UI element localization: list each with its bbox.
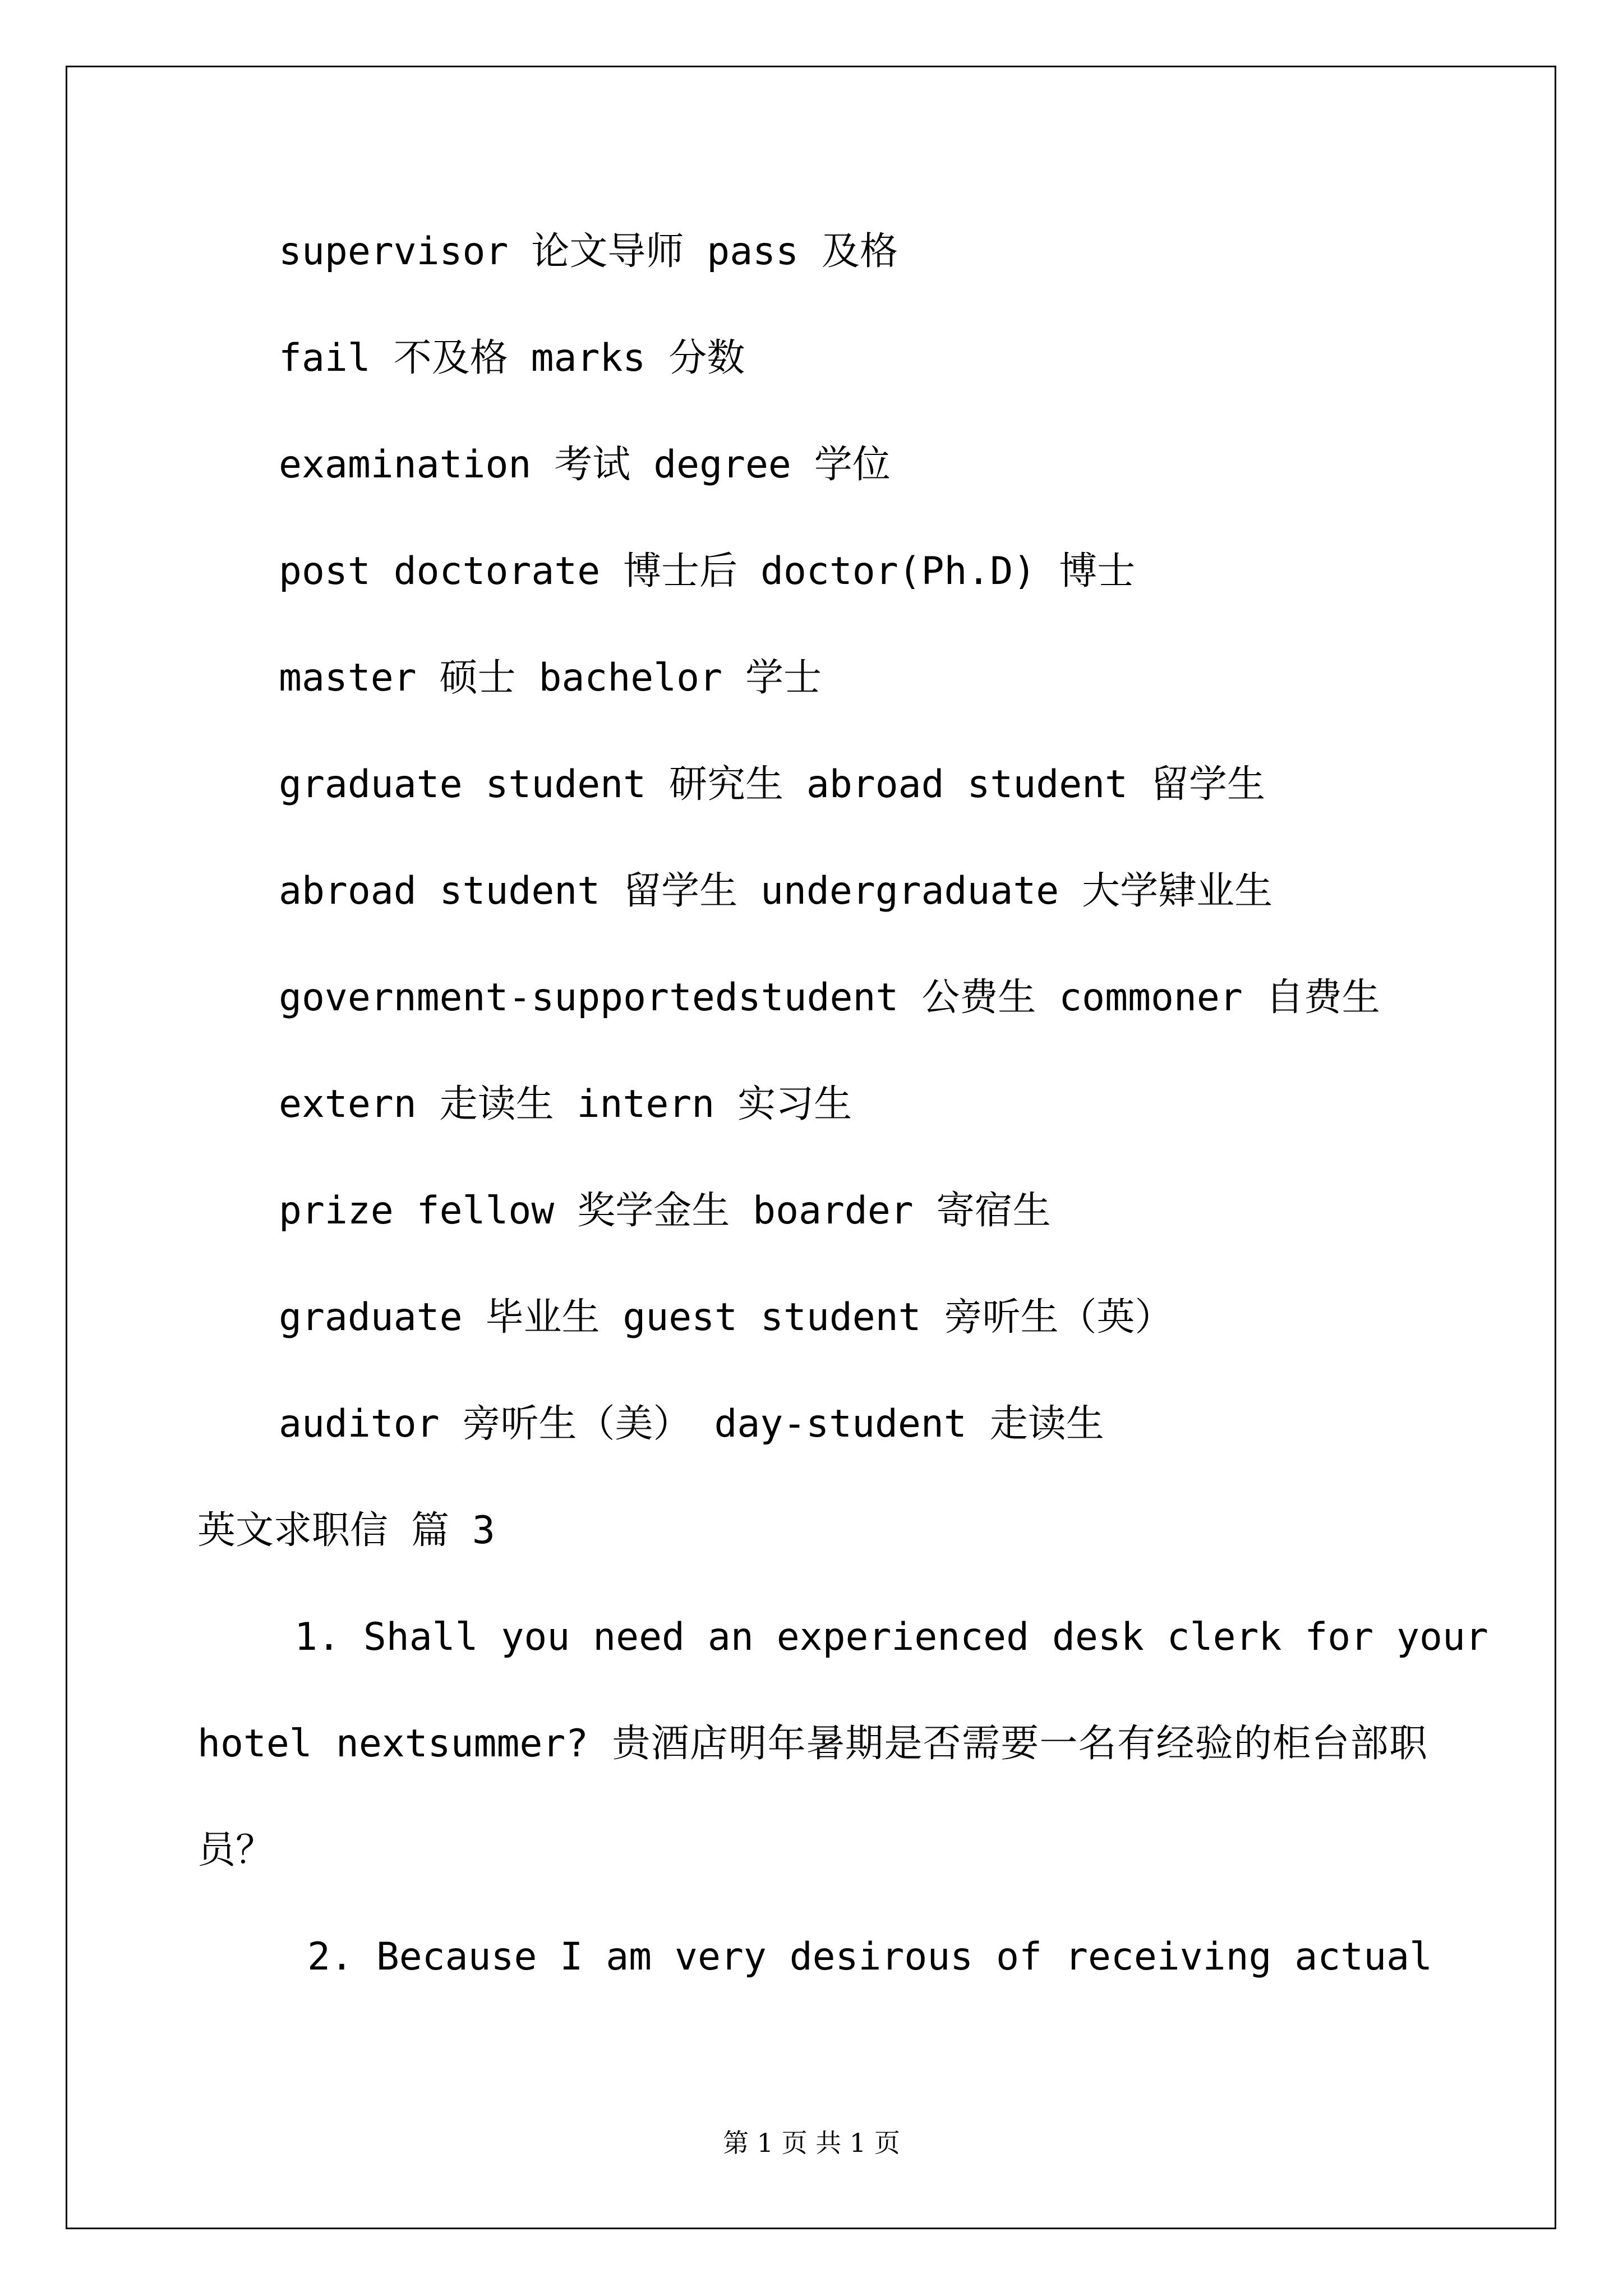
paragraph-1-line-3: 员？ — [197, 1828, 274, 1872]
paragraph-2-line-1: 2. Because I am very desirous of receiving actual — [307, 1935, 1433, 1979]
page-footer: 第 1 页 共 1 页 — [723, 2128, 900, 2158]
vocab-line: examination 考试 degree 学位 — [279, 443, 891, 487]
section-heading: 英文求职信 篇 3 — [197, 1508, 495, 1553]
paragraph-1-line-1: 1. Shall you need an experienced desk clerk for your — [294, 1615, 1488, 1659]
vocab-line: prize fellow 奖学金生 boarder 寄宿生 — [279, 1189, 1051, 1233]
vocab-line: auditor 旁听生（美） day-student 走读生 — [279, 1402, 1104, 1446]
paragraph-1-line-2: hotel nextsummer? 贵酒店明年暑期是否需要一名有经验的柜台部职 — [197, 1722, 1427, 1766]
vocab-line: supervisor 论文导师 pass 及格 — [279, 229, 898, 274]
vocab-line: graduate student 研究生 abroad student 留学生 — [279, 762, 1266, 807]
vocab-line: fail 不及格 marks 分数 — [279, 336, 745, 380]
page-border — [66, 66, 1556, 2229]
vocab-line: master 硕士 bachelor 学士 — [279, 656, 822, 700]
vocab-line: government-supportedstudent 公费生 commoner 自费生 — [279, 976, 1380, 1020]
vocab-line: extern 走读生 intern 实习生 — [279, 1082, 852, 1126]
vocab-line: graduate 毕业生 guest student 旁听生（英） — [279, 1295, 1173, 1340]
vocab-line: abroad student 留学生 undergraduate 大学肄业生 — [279, 869, 1273, 913]
vocab-line: post doctorate 博士后 doctor(Ph.D) 博士 — [279, 549, 1136, 593]
